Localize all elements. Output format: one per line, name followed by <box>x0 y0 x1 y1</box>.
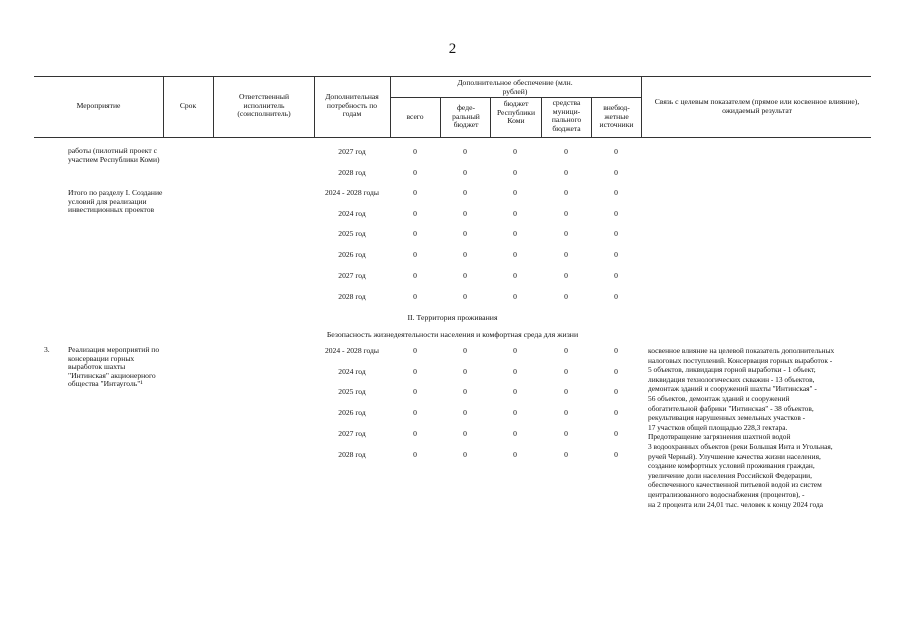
value-cell: 0 <box>513 208 517 218</box>
value-cell: 0 <box>614 208 618 218</box>
value-cell: 0 <box>614 291 618 301</box>
value-cell: 0 <box>564 229 568 239</box>
link-description: косвенное влияние на целевой показатель дополнительных налоговых поступлений. Консервация горных выработок - 5 объектов, ликвидация горной выработки - 1 объект, ликвидация технологических скважин - 13 объектов, демонтаж зданий и сооружений шахты "Интинская" - 56 объектов, демонтаж зданий и сооружений обогатительной фабрики "Интинская" - 38 объектов, рекультивация нарушенных земельных участков - 17 участков общей площадью 228,3 гектара. Предотвращение загрязнения шахтной водой 3 водоохранных объектов (реки Большая Инта и Угольная, ручей Черный). Улучшение качества жизни населения, создание комфортных условий проживания граждан, увеличение доли населения Российской Федерации, обеспеченного качественной питьевой водой из систем централизованного водоснабжения (процентов), - на 2 процента или 24,01 тыс. человек к концу 2024 года <box>648 346 835 509</box>
header-federal: феде- ральный бюджет <box>452 103 480 130</box>
value-cell: 0 <box>564 147 568 156</box>
year-cell: 2024 год <box>338 366 366 376</box>
value-cell: 0 <box>413 270 417 280</box>
value-cell: 0 <box>413 366 417 376</box>
value-cell: 0 <box>564 291 568 301</box>
value-cell: 0 <box>413 188 417 197</box>
header-funding-group: Дополнительное обеспечение (млн. рублей) <box>457 78 573 96</box>
value-cell: 0 <box>564 449 568 459</box>
measure-text: Реализация мероприятий по консервации горных выработок шахты "Интинская" акционерного общества "Интауголь"¹ <box>68 345 160 389</box>
year-cell: 2028 год <box>338 449 366 459</box>
value-cell: 0 <box>513 270 517 280</box>
value-cell: 0 <box>513 188 517 197</box>
value-cell: 0 <box>463 270 467 280</box>
value-cell: 0 <box>463 147 467 156</box>
header-divider <box>641 76 642 137</box>
value-cell: 0 <box>463 250 467 260</box>
measure-text: работы (пилотный проект с участием Республики Коми) <box>68 146 160 164</box>
value-cell: 0 <box>614 346 618 355</box>
header-total: всего <box>406 112 424 121</box>
section-title: II. Территория проживания <box>407 313 498 322</box>
value-cell: 0 <box>614 229 618 239</box>
year-cell: 2026 год <box>338 408 366 418</box>
value-cell: 0 <box>463 408 467 418</box>
header-term: Срок <box>179 101 197 110</box>
year-cell: 2028 год <box>338 291 366 301</box>
header-divider <box>390 76 391 137</box>
value-cell: 0 <box>463 346 467 355</box>
year-cell: 2028 год <box>338 167 366 177</box>
value-cell: 0 <box>564 167 568 177</box>
value-cell: 0 <box>413 208 417 218</box>
header-executor: Ответственный исполнитель (соисполнитель) <box>237 92 291 119</box>
value-cell: 0 <box>413 291 417 301</box>
value-cell: 0 <box>564 346 568 355</box>
value-cell: 0 <box>513 229 517 239</box>
year-cell: 2025 год <box>338 229 366 239</box>
value-cell: 0 <box>463 366 467 376</box>
group-rule <box>390 97 641 98</box>
page-number: 2 <box>448 41 457 57</box>
value-cell: 0 <box>614 428 618 438</box>
value-cell: 0 <box>564 208 568 218</box>
year-cell: 2025 год <box>338 387 366 397</box>
value-cell: 0 <box>463 208 467 218</box>
value-cell: 0 <box>614 449 618 459</box>
value-cell: 0 <box>413 387 417 397</box>
value-cell: 0 <box>614 147 618 156</box>
year-cell: 2024 - 2028 годы <box>324 188 380 197</box>
value-cell: 0 <box>614 250 618 260</box>
value-cell: 0 <box>413 250 417 260</box>
value-cell: 0 <box>413 449 417 459</box>
value-cell: 0 <box>614 408 618 418</box>
header-top-rule <box>34 76 871 77</box>
value-cell: 0 <box>463 167 467 177</box>
value-cell: 0 <box>564 270 568 280</box>
year-cell: 2026 год <box>338 250 366 260</box>
value-cell: 0 <box>463 428 467 438</box>
header-extra: внебюд- жетные источники <box>599 103 634 130</box>
section-subtitle: Безопасность жизнедеятельности населения и комфортная среда для жизни <box>326 330 579 339</box>
value-cell: 0 <box>413 408 417 418</box>
value-cell: 0 <box>513 408 517 418</box>
row-number: 3. <box>44 345 50 354</box>
header-divider <box>314 76 315 137</box>
value-cell: 0 <box>564 428 568 438</box>
value-cell: 0 <box>413 229 417 239</box>
value-cell: 0 <box>513 250 517 260</box>
value-cell: 0 <box>513 147 517 156</box>
value-cell: 0 <box>564 408 568 418</box>
header-divider <box>591 97 592 137</box>
value-cell: 0 <box>513 167 517 177</box>
header-divider <box>490 97 491 137</box>
value-cell: 0 <box>413 346 417 355</box>
value-cell: 0 <box>513 346 517 355</box>
value-cell: 0 <box>413 147 417 156</box>
header-municipal: средства муници- пального бюджета <box>551 98 582 133</box>
section-total-text: Итого по разделу I. Создание условий для реализации инвестиционных проектов <box>68 188 163 215</box>
year-cell: 2024 - 2028 годы <box>324 346 380 355</box>
year-cell: 2024 год <box>338 208 366 218</box>
value-cell: 0 <box>614 387 618 397</box>
year-cell: 2027 год <box>338 428 366 438</box>
value-cell: 0 <box>463 387 467 397</box>
header-need: Дополнительная потребность по годам <box>325 92 379 119</box>
value-cell: 0 <box>614 366 618 376</box>
value-cell: 0 <box>513 366 517 376</box>
year-cell: 2027 год <box>338 147 366 156</box>
value-cell: 0 <box>513 387 517 397</box>
value-cell: 0 <box>513 449 517 459</box>
value-cell: 0 <box>564 366 568 376</box>
value-cell: 0 <box>413 167 417 177</box>
header-bottom-rule <box>34 137 871 138</box>
header-divider <box>213 76 214 137</box>
header-link: Связь с целевым показателем (прямое или косвенное влияние), ожидаемый результат <box>654 97 860 115</box>
value-cell: 0 <box>463 291 467 301</box>
value-cell: 0 <box>564 387 568 397</box>
value-cell: 0 <box>513 291 517 301</box>
value-cell: 0 <box>564 188 568 197</box>
value-cell: 0 <box>463 449 467 459</box>
value-cell: 0 <box>463 188 467 197</box>
value-cell: 0 <box>513 428 517 438</box>
value-cell: 0 <box>614 167 618 177</box>
header-divider <box>440 97 441 137</box>
value-cell: 0 <box>564 250 568 260</box>
value-cell: 0 <box>413 428 417 438</box>
value-cell: 0 <box>614 270 618 280</box>
header-measure: Мероприятие <box>76 101 121 110</box>
header-divider <box>541 97 542 137</box>
value-cell: 0 <box>614 188 618 197</box>
year-cell: 2027 год <box>338 270 366 280</box>
value-cell: 0 <box>463 229 467 239</box>
header-republic: бюджет Республики Коми <box>496 99 536 126</box>
